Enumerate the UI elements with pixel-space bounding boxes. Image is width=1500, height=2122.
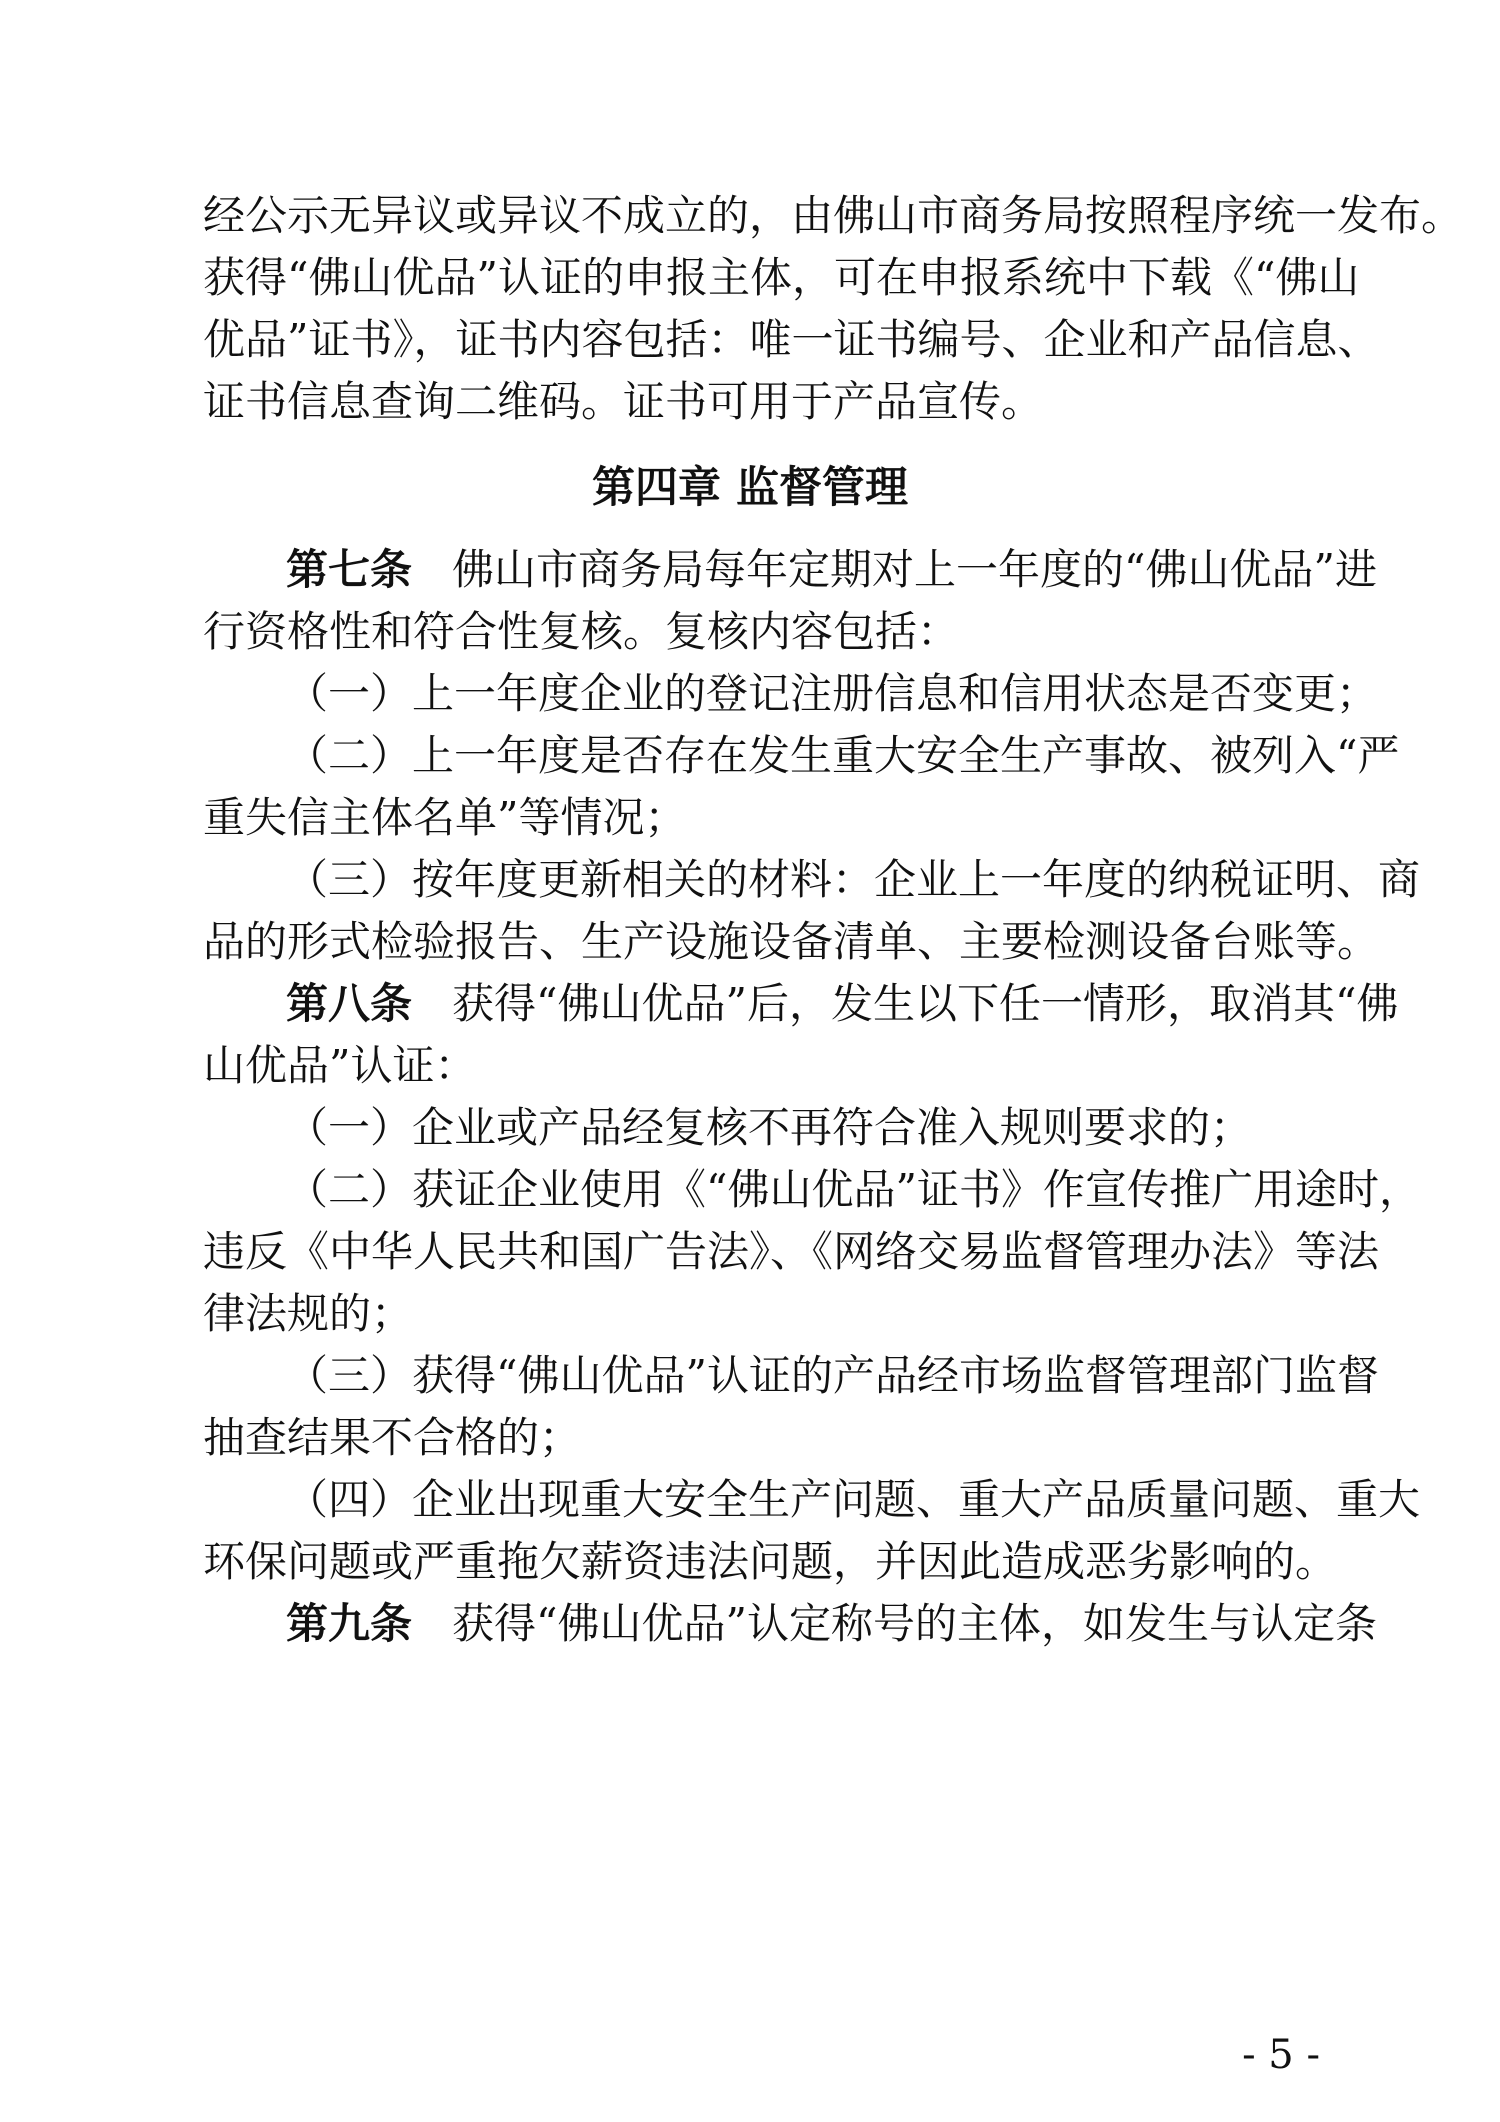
article-7-label: 第七条: [286, 545, 413, 594]
text-line: （三）按年度更新相关的材料：企业上一年度的纳税证明、商: [286, 855, 1421, 904]
text-line: 行资格性和符合性复核。复核内容包括：: [203, 607, 960, 656]
text-line: 违反《中华人民共和国广告法》、《网络交易监督管理办法》等法: [203, 1227, 1380, 1276]
text-line: （一）企业或产品经复核不再符合准入规则要求的；: [286, 1103, 1253, 1152]
text-line: 优品”证书》，证书内容包括：唯一证书编号、企业和产品信息、: [203, 315, 1380, 364]
article-8-label: 第八条: [286, 979, 413, 1028]
page-number: - 5 -: [1242, 2032, 1320, 2078]
article-9-text: 获得“佛山优品”认定称号的主体，如发生与认定条: [452, 1599, 1377, 1648]
text-line: 获得“佛山优品”认证的申报主体，可在申报系统中下载《“佛山: [203, 253, 1360, 302]
text-line: 重失信主体名单”等情况；: [203, 793, 687, 842]
article-8-text: 获得“佛山优品”后，发生以下任一情形，取消其“佛: [452, 979, 1399, 1028]
text-line: （二）上一年度是否存在发生重大安全生产事故、被列入“严: [286, 731, 1400, 780]
text-line: （三）获得“佛山优品”认证的产品经市场监督管理部门监督: [286, 1351, 1379, 1400]
text-line: 律法规的；: [203, 1289, 414, 1338]
text-line: 抽查结果不合格的；: [203, 1413, 582, 1462]
article-7-text: 佛山市商务局每年定期对上一年度的“佛山优品”进: [452, 545, 1377, 594]
article-8-line: [286, 974, 1399, 1034]
article-9-line: [286, 1594, 1377, 1654]
text-line: 经公示无异议或异议不成立的，由佛山市商务局按照程序统一发布。: [203, 191, 1464, 240]
article-7-line: [286, 540, 1377, 600]
text-line: 山优品”认证：: [203, 1041, 477, 1090]
text-line: （四）企业出现重大安全生产问题、重大产品质量问题、重大: [286, 1475, 1421, 1524]
article-9-label: 第九条: [286, 1599, 413, 1648]
text-line: 环保问题或严重拖欠薪资违法问题，并因此造成恶劣影响的。: [203, 1537, 1338, 1586]
text-line: 品的形式检验报告、生产设施设备清单、主要检测设备台账等。: [203, 917, 1380, 966]
text-line: 证书信息查询二维码。证书可用于产品宣传。: [203, 377, 1044, 426]
chapter-title: 第四章 监督管理: [592, 463, 908, 513]
text-line: （二）获证企业使用《“佛山优品”证书》作宣传推广用途时，: [286, 1165, 1421, 1214]
text-line: （一）上一年度企业的登记注册信息和信用状态是否变更；: [286, 669, 1379, 718]
